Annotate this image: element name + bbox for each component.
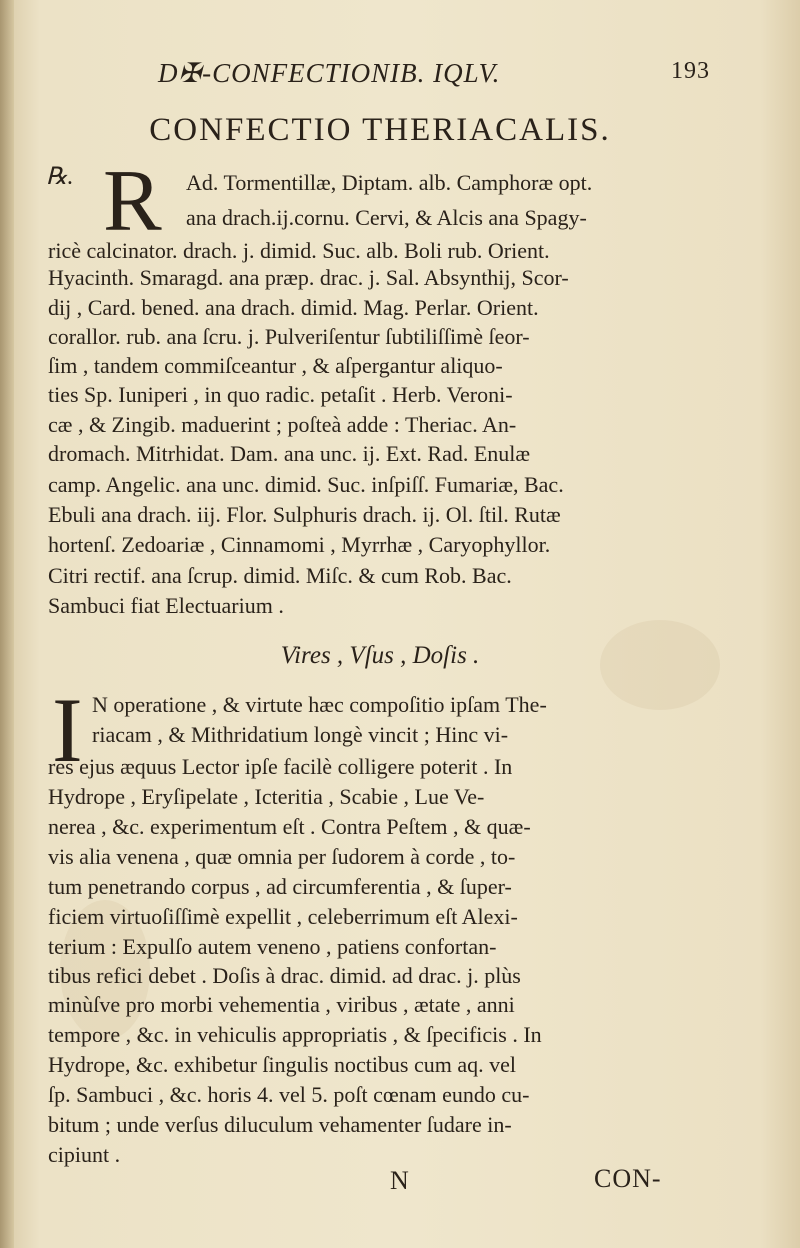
recipe-line: Ad. Tormentillæ, Diptam. alb. Camphoræ opt. [186,170,593,195]
body-line: bitum ; unde verſus diluculum vehamenter ſudare in- [48,1112,512,1137]
recipe-drop-cap: R [103,153,162,250]
recipe-symbol: ℞. [46,164,74,190]
body-line: res ejus æquus Lector ipſe facilè colligere poterit . In [48,754,513,779]
body-line: terium : Expulſo autem veneno , patiens confortan- [48,934,497,959]
recipe-line: ties Sp. Iuniperi , in quo radic. petaſit . Herb. Veroni- [48,382,513,407]
body-line: Hydrope, &c. exhibetur ſingulis noctibus cum aq. vel [48,1052,517,1077]
body-line: N operatione , & virtute hæc compoſitio ipſam The- [92,692,547,717]
recipe-line: Ebuli ana drach. iij. Flor. Sulphuris drach. ij. Ol. ſtil. Rutæ [48,502,561,527]
section-title: CONFECTIO THERIACALIS. [149,112,611,148]
recipe-line: corallor. rub. ana ſcru. j. Pulveriſentur ſubtiliſſimè ſeor- [48,324,530,349]
recipe-line: Hyacinth. Smaragd. ana præp. drac. j. Sal. Absynthij, Scor- [48,265,569,290]
body-line: tibus refici debet . Doſis à drac. dimid. ad drac. j. plùs [48,963,521,988]
recipe-line: Sambuci fiat Electuarium . [48,593,284,618]
body-line: tempore , &c. in vehiculis appropriatis , & ſpecificis . In [48,1022,542,1047]
body-line: ſp. Sambuci , &c. horis 4. vel 5. poſt cœnam eundo cu- [48,1082,530,1107]
body-line: vis alia venena , quæ omnia per ſudorem à corde , to- [48,844,516,869]
running-head-text: D✠-CONFECTIONIB. IQLV. [158,58,501,88]
recipe-line: hortenſ. Zedoariæ , Cinnamomi , Myrrhæ , Caryophyllor. [48,532,551,557]
subheading: Vires , Vſus , Doſis . [280,642,480,669]
page-number: 193 [671,58,710,84]
body-line: tum penetrando corpus , ad circumferentia , & ſuper- [48,874,512,899]
recipe-line: camp. Angelic. ana unc. dimid. Suc. inſpiſſ. Fumariæ, Bac. [48,472,564,497]
body-line: riacam , & Mithridatium longè vincit ; Hinc vi- [92,722,509,747]
page-gutter [0,0,14,1248]
body-drop-cap: I [52,679,83,781]
body-line: nerea , &c. experimentum eſt . Contra Peſtem , & quæ- [48,814,531,839]
recipe-line: Citri rectif. ana ſcrup. dimid. Miſc. & cum Rob. Bac. [48,563,512,588]
body-line: cipiunt . [48,1142,121,1167]
recipe-line: ſim , tandem commiſceantur , & aſpergantur aliquo- [48,353,503,378]
body-line: Hydrope , Eryſipelate , Icteritia , Scabie , Lue Ve- [48,784,485,809]
signature-mark: N [390,1166,409,1195]
recipe-line: ricè calcinator. drach. j. dimid. Suc. alb. Boli rub. Orient. [48,238,550,263]
recipe-line: dromach. Mitrhidat. Dam. ana unc. ij. Ext. Rad. Enulæ [48,441,531,466]
recipe-line: cæ , & Zingib. maduerint ; poſteà adde : Theriac. An- [48,412,517,437]
catchword: CON- [594,1164,662,1193]
recipe-line: ana drach.ij.cornu. Cervi, & Alcis ana Spagy- [186,205,587,230]
body-line: minùſve pro morbi vehementia , viribus , ætate , anni [48,992,515,1017]
recipe-line: dij , Card. bened. ana drach. dimid. Mag. Perlar. Orient. [48,295,539,320]
body-line: ficiem virtuoſiſſimè expellit , celeberrimum eſt Alexi- [48,904,518,929]
running-head [150,58,710,92]
